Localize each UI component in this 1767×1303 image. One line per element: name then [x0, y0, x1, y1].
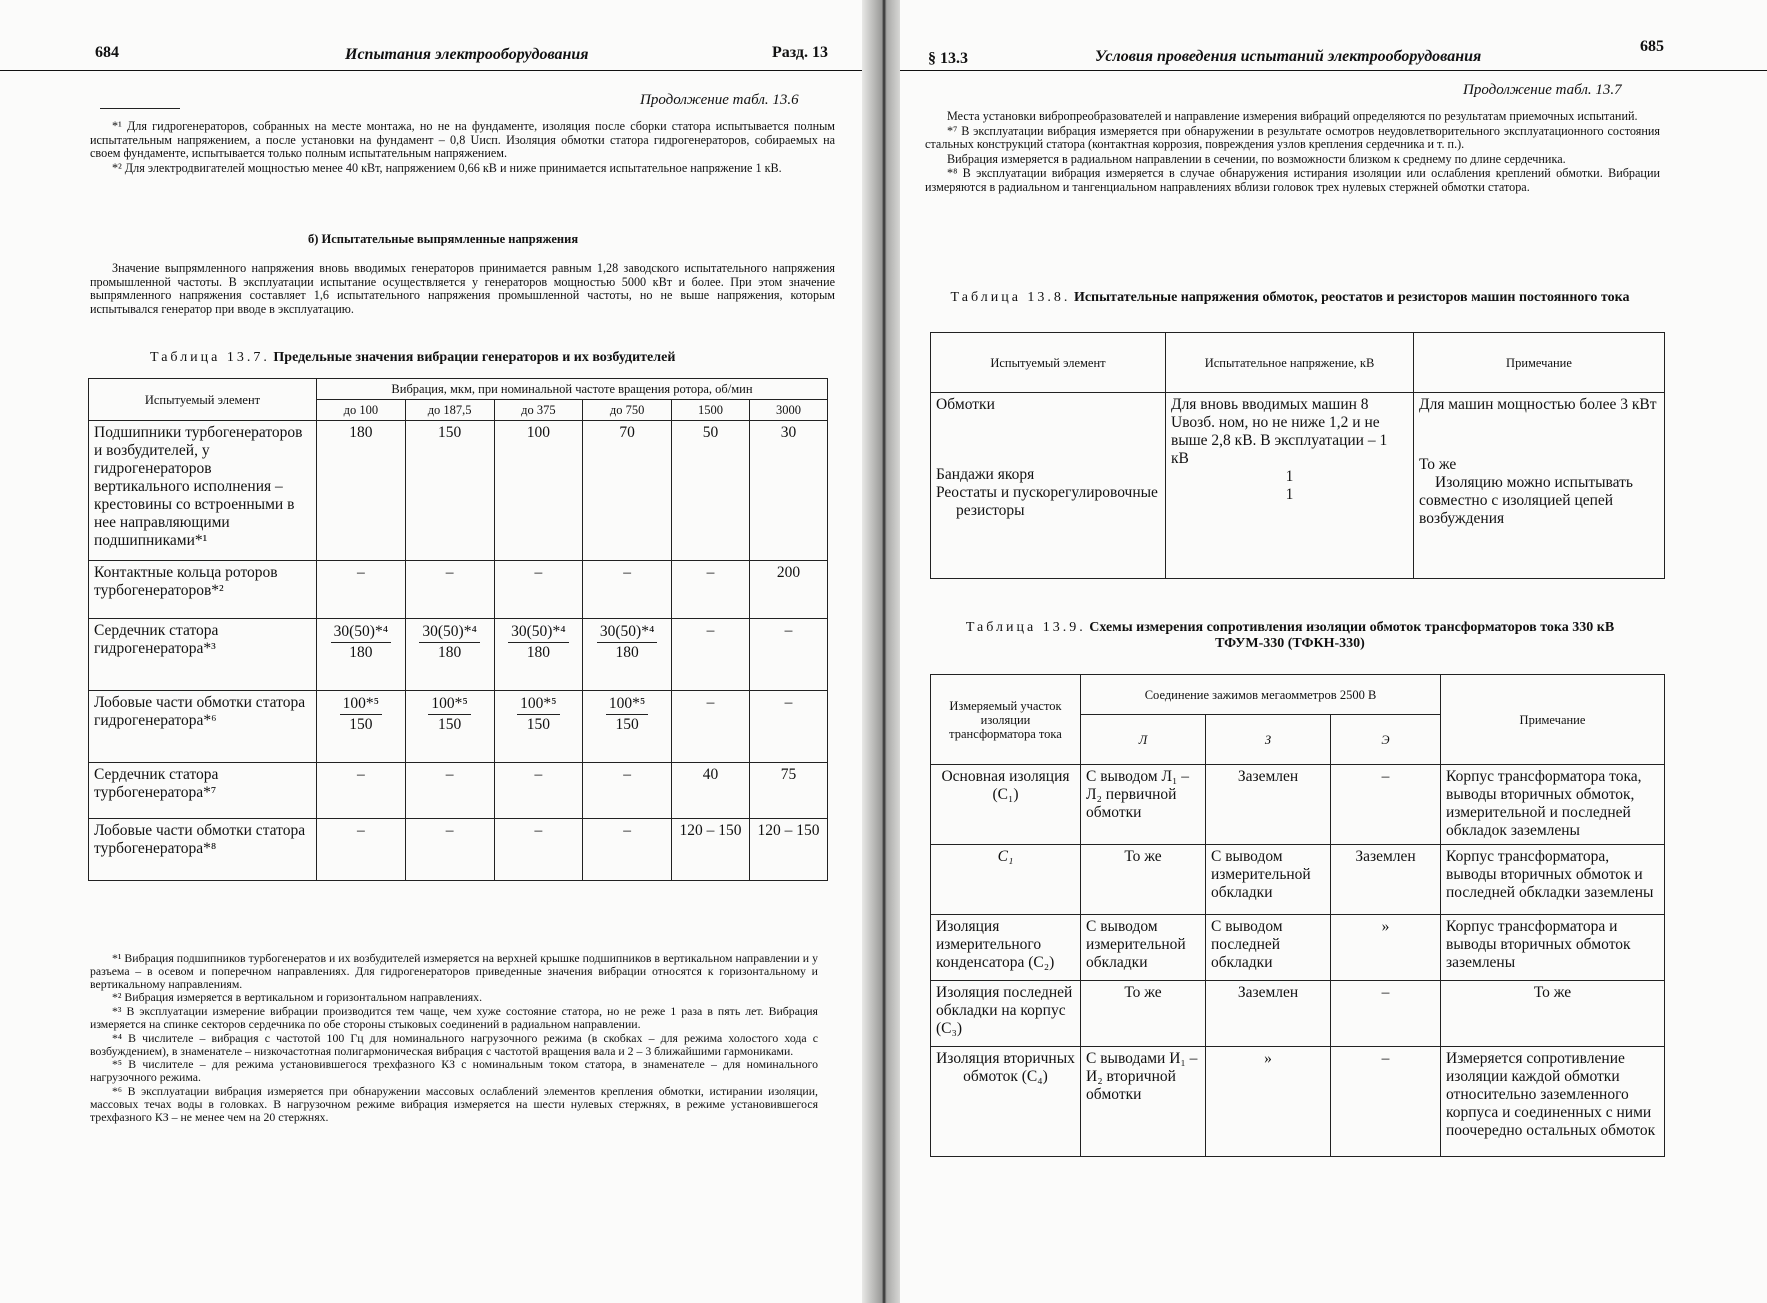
cell: – [317, 561, 406, 619]
cell-z: С выводом измерительной обкладки [1206, 845, 1331, 915]
cell-e: Заземлен [1331, 845, 1441, 915]
footnote: *⁴ В числителе – вибрация с частотой 100 Гц для номинального нагрузочного режима (в скобках – для режима холостого хода с возбуждением), в знаменателе – низкочастотная полигармоническая вибрация с частотой вращения вала и 2 – 3 ближайшими гармониками. [90, 1030, 818, 1058]
table-row [89, 561, 828, 619]
fraction-cell [405, 619, 494, 691]
right-header [900, 38, 1767, 72]
section-label: Разд. 13 [772, 44, 829, 61]
cell-e: » [1331, 915, 1441, 981]
fraction [508, 622, 568, 663]
left-page [0, 0, 868, 1303]
cell: 150 [405, 421, 494, 561]
note: Места установки вибропреобразователей и направление измерения вибраций определяются по результатам приемочных испытаний. [947, 109, 1638, 123]
table-row [931, 1047, 1665, 1157]
cell: – [317, 763, 406, 819]
row-note: Для машин мощностью более 3 кВт [1419, 396, 1657, 413]
paragraph: Значение выпрямленного напряжения вновь вводимых генераторов принимается равным 1,28 заводского испытательного напряжения промышленной частоты. В эксплуатации испытание осуществляется у генераторов мощностью 5000 кВт и более. При этом значение выпрямленного напряжения составляет 1,6 испытательного напряжения промышленной частоты, но не выше напряжения, которым испытывался генератор при вводе в эксплуатацию. [90, 261, 835, 316]
cell-z: Заземлен [1206, 981, 1331, 1047]
footnote: *³ В эксплуатации измерение вибрации производится тем чаще, чем хуже состояние статора, но не реже 1 раза в пять лет. Вибрация измеряется на спинке секторов сердечника по обе стороны стыковых соединений в радиальном направлении. [90, 1004, 818, 1031]
fraction-cell [405, 691, 494, 763]
fraction [340, 694, 382, 735]
fraction-cell [317, 619, 406, 691]
header-voltage: Испытательное напряжение, кВ [1166, 333, 1414, 393]
cell: – [583, 763, 672, 819]
row-element: Реостаты и пускорегулировочные резисторы [936, 484, 1158, 519]
table-label: Таблица 13.9. [965, 620, 1086, 635]
table-row [89, 819, 828, 881]
cell-l: То же [1081, 845, 1206, 915]
row-voltage: 1 [1285, 486, 1294, 503]
cell: – [672, 691, 750, 763]
row-note: Измеряется сопротивление изоляции каждой обмотки относительно заземленного корпуса и соединенных с ними поочередно остальных обмоток [1441, 1047, 1665, 1157]
table-row [931, 915, 1665, 981]
footnote-rule [100, 108, 180, 109]
col-header: до 100 [317, 400, 406, 421]
row-note: Изоляцию можно испытывать совместно с изоляцией цепей возбуждения [1419, 474, 1633, 527]
table-row [931, 981, 1665, 1047]
table-name: Предельные значения вибрации генераторов и их возбудителей [273, 350, 676, 365]
notes-13-7 [925, 110, 1660, 195]
table-continuation: Продолжение табл. 13.6 [640, 92, 799, 108]
cell: – [583, 819, 672, 881]
cell: – [405, 763, 494, 819]
fraction-cell [583, 691, 672, 763]
header-rule [0, 70, 868, 71]
row-note: Корпус трансформатора и выводы вторичных обмоток заземлены [1441, 915, 1665, 981]
cell-l: С выводом измерительной обкладки [1081, 915, 1206, 981]
row-element: Лобовые части обмотки статора гидрогенератора*⁶ [89, 691, 317, 763]
numerator: 30(50)*⁴ [597, 622, 657, 643]
cell: 120 – 150 [750, 819, 828, 881]
numerator: 100*⁵ [340, 694, 382, 715]
note: Вибрация измеряется в радиальном направлении в сечении, по возможности близком к среднему по длине сердечника. [947, 151, 1566, 166]
col-header-z: З [1206, 715, 1331, 765]
cell-e: – [1331, 765, 1441, 845]
header-note: Примечание [1441, 675, 1665, 765]
row-note: Корпус трансформатора, выводы вторичных обмоток и последней обкладки заземлены [1441, 845, 1665, 915]
cell: – [583, 561, 672, 619]
row-note: Корпус трансформатора тока, выводы вторичных обмоток, измерительной и последней обкладок заземлены [1441, 765, 1665, 845]
page-number: 685 [1640, 38, 1664, 55]
cell-e: – [1331, 1047, 1441, 1157]
table-13-9 [930, 674, 1665, 1157]
cell-e: – [1331, 981, 1441, 1047]
right-page [900, 0, 1767, 1303]
denominator: 150 [349, 716, 373, 733]
row-element: Сердечник статора турбогенератора*⁷ [89, 763, 317, 819]
fraction-cell [494, 619, 583, 691]
table-row [89, 691, 828, 763]
note: *⁷ В эксплуатации вибрация измеряется при обнаружении в результате осмотров неудовлетворительного эксплуатационного состояния стальных конструкций статора (контактная коррозия, повреждения узлов крепления сердечника и т. п.). [925, 123, 1660, 151]
cell: – [317, 819, 406, 881]
header-element: Испытуемый элемент [89, 379, 317, 421]
row-note: То же [1441, 981, 1665, 1047]
header-note: Примечание [1414, 333, 1665, 393]
cell: – [750, 619, 828, 691]
cell: 120 – 150 [672, 819, 750, 881]
table-label: Таблица 13.8. [950, 290, 1071, 305]
cell-z: С выводом последней обкладки [1206, 915, 1331, 981]
left-header [0, 44, 868, 74]
footnote: *¹ Вибрация подшипников турбогенератов и их возбудителей измеряется на верхней крышке подшипников в вертикальном направлении и у разъема – в осевом и поперечном направлениях. Для гидрогенераторов приведенные значения вибрации относятся к горизонтальному и вертикальному направлениям. [90, 951, 818, 991]
col-header: 3000 [750, 400, 828, 421]
cell: 40 [672, 763, 750, 819]
numerator: 30(50)*⁴ [419, 622, 479, 643]
numerator: 100*⁵ [517, 694, 559, 715]
cell: – [405, 819, 494, 881]
row-section: Изоляция вторичных обмоток (C₄) [931, 1047, 1081, 1157]
cell-l: С выводом Л₁ – Л₂ первичной обмотки [1081, 765, 1206, 845]
cell: 70 [583, 421, 672, 561]
footnote: *¹ Для гидрогенераторов, собранных на месте монтажа, но не на фундаменте, изоляция после сборки статора испытывается полным испытательным напряжением, а после установки на фундамент – 0,8 Uисп. Изоляция обмотки статора гидрогенераторов, собираемых на своем фундаменте, испытывается только полным испытательным напряжением. [90, 119, 835, 160]
cell-z: » [1206, 1047, 1331, 1157]
running-title: Испытания электрооборудования [345, 46, 589, 63]
col-header-l: Л [1081, 715, 1206, 765]
cell: 50 [672, 421, 750, 561]
denominator: 180 [349, 644, 373, 661]
header-element: Испытуемый элемент [931, 333, 1166, 393]
page-number: 684 [95, 44, 119, 61]
denominator: 180 [437, 644, 462, 661]
numerator: 30(50)*⁴ [331, 622, 391, 643]
running-title: Условия проведения испытаний электрооборудования [1095, 48, 1482, 65]
table-row [931, 393, 1665, 579]
footnotes-13-6 [90, 120, 835, 176]
row-note: То же [1419, 456, 1457, 473]
cell: – [672, 619, 750, 691]
col-header: до 750 [583, 400, 672, 421]
col-header: 1500 [672, 400, 750, 421]
table-row [89, 619, 828, 691]
denominator: 150 [438, 716, 462, 733]
table-13-9-title [935, 620, 1645, 652]
fraction [331, 622, 391, 663]
table-13-8 [930, 332, 1665, 579]
col-header-e: Э [1331, 715, 1441, 765]
footnotes-13-7 [90, 952, 818, 1124]
denominator: 180 [526, 644, 550, 661]
cell: 200 [750, 561, 828, 619]
table-row [89, 421, 828, 561]
cell-l: С выводами И₁ – И₂ вторичной обмотки [1081, 1047, 1206, 1157]
footnote: *² Вибрация измеряется в вертикальном и горизонтальном направлениях. [112, 990, 483, 1005]
subsection-text-block [90, 262, 835, 317]
denominator: 150 [615, 716, 639, 733]
fraction [517, 694, 559, 735]
table-13-8-title [935, 290, 1645, 306]
header-vibration: Вибрация, мкм, при номинальной частоте вращения ротора, об/мин [317, 379, 828, 400]
table-13-7-title [150, 350, 675, 366]
table-label: Таблица 13.7. [150, 350, 270, 365]
cell: – [494, 561, 583, 619]
elements-cell [931, 393, 1166, 579]
footnote: *² Для электродвигателей мощностью менее 40 кВт, напряжением 0,66 кВ и ниже принимается испытательное напряжение 1 кВ. [112, 160, 782, 175]
fraction [606, 694, 648, 735]
footnote: *⁵ В числителе – для режима установившегося трехфазного КЗ с номинальным током статора, в знаменателе – для номинального нагрузочного режима. [90, 1057, 818, 1085]
row-element: Обмотки [936, 396, 995, 413]
numerator: 100*⁵ [606, 694, 648, 715]
denominator: 180 [615, 644, 639, 661]
fraction [597, 622, 657, 663]
note-cell [1414, 393, 1665, 579]
table-13-7 [88, 378, 828, 881]
fraction [419, 622, 479, 663]
cell: 75 [750, 763, 828, 819]
numerator: 30(50)*⁴ [508, 622, 568, 643]
denominator: 150 [526, 716, 550, 733]
cell: – [494, 763, 583, 819]
row-element: Лобовые части обмотки статора турбогенератора*⁸ [89, 819, 317, 881]
table-row [931, 845, 1665, 915]
row-section: Изоляция последней обкладки на корпус (C₃) [931, 981, 1081, 1047]
cell: – [405, 561, 494, 619]
col-header: до 375 [494, 400, 583, 421]
row-element: Бандажи якоря [936, 466, 1035, 483]
footnote: *⁶ В эксплуатации вибрация измеряется при обнаружении массовых ослаблений элементов крепления обмотки, истирании изоляции, массовых течах воды в головках. В нагрузочном режиме вибрация измеряется на шести нулевых стержнях, в режиме установившегося трехфазного КЗ – не менее чем на 20 стержнях. [90, 1083, 818, 1124]
col-header: до 187,5 [405, 400, 494, 421]
cell: – [494, 819, 583, 881]
row-voltage: 1 [1285, 468, 1294, 485]
table-name: Испытательные напряжения обмоток, реостатов и резисторов машин постоянного тока [1073, 290, 1630, 305]
cell: – [750, 691, 828, 763]
section-label: § 13.3 [928, 50, 968, 67]
header-rule [900, 70, 1767, 71]
cell: – [672, 561, 750, 619]
fraction-cell [583, 619, 672, 691]
subsection-title: б) Испытательные выпрямленные напряжения [308, 232, 579, 246]
row-element: Контактные кольца роторов турбогенераторов*² [89, 561, 317, 619]
table-row [931, 765, 1665, 845]
fraction-cell [317, 691, 406, 763]
cell-z: Заземлен [1206, 765, 1331, 845]
row-element: Сердечник статора гидрогенератора*³ [89, 619, 317, 691]
note: *⁸ В эксплуатации вибрация измеряется в случае обнаружения истирания изоляции или ослабления креплений обмотки. Вибрации измеряются в радиальном и тангенциальном направлениях вблизи головок трех нулевых стержней обмотки статора. [925, 166, 1660, 194]
header-section: Измеряемый участок изоляции трансформатора тока [931, 675, 1081, 765]
table-name: Схемы измерения сопротивления изоляции обмоток трансформаторов тока 330 кВ ТФУМ-330 (ТФКН-330) [1089, 620, 1615, 651]
row-voltage: Для вновь вводимых машин 8 Uвозб. ном, но не ниже 1,2 и не выше 2,8 кВ. В эксплуатации – 1 кВ [1171, 396, 1388, 467]
table-continuation: Продолжение табл. 13.7 [1463, 82, 1622, 98]
cell-l: То же [1081, 981, 1206, 1047]
voltage-cell [1166, 393, 1414, 579]
table-row [89, 763, 828, 819]
row-section: Основная изоляция (C₁) [931, 765, 1081, 845]
row-element: Подшипники турбогенераторов и возбудителей, у гидрогенераторов вертикального исполнения – крестовины со встроенными в нее направляющими подшипниками*¹ [89, 421, 317, 561]
header-connection: Соединение зажимов мегаомметров 2500 В [1081, 675, 1441, 715]
cell: 180 [317, 421, 406, 561]
row-section: Изоляция измерительного конденсатора (C₂) [931, 915, 1081, 981]
fraction [428, 694, 470, 735]
cell: 30 [750, 421, 828, 561]
numerator: 100*⁵ [428, 694, 470, 715]
fraction-cell [494, 691, 583, 763]
cell: 100 [494, 421, 583, 561]
row-section: C₁ [931, 845, 1081, 915]
